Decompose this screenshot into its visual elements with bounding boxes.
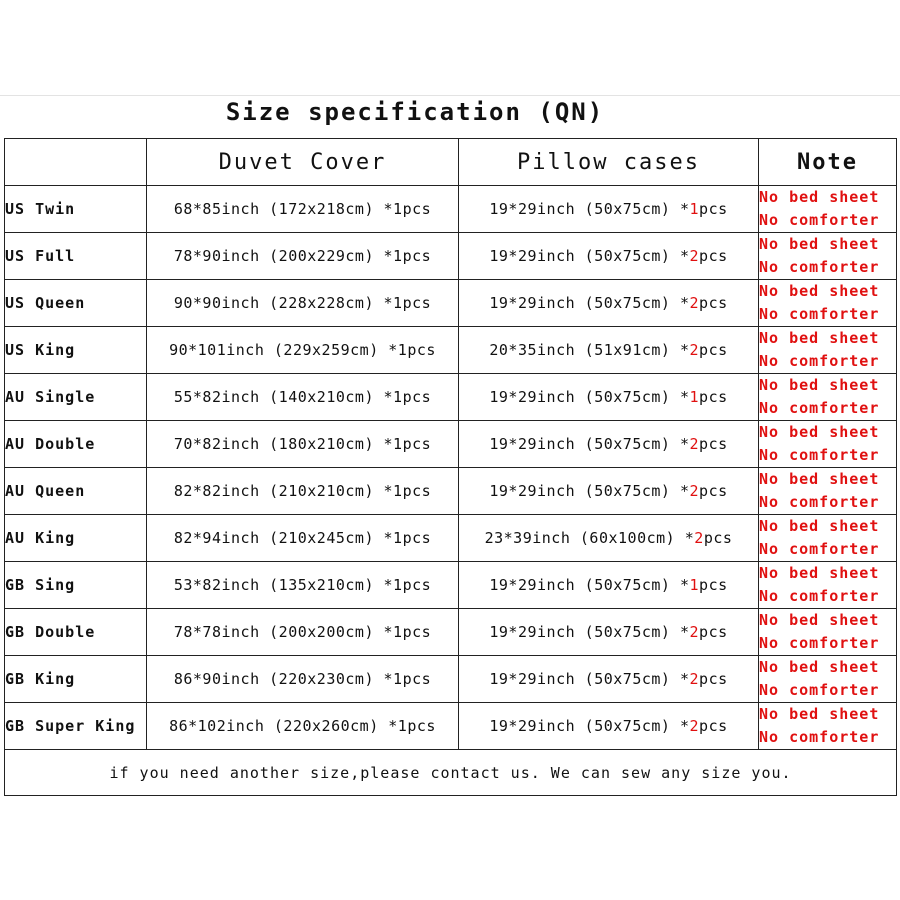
note-no-comforter: No comforter (759, 446, 880, 464)
duvet-cover-spec: 70*82inch (180x210cm) *1pcs (147, 421, 459, 468)
table-row (5, 656, 897, 703)
pillow-unit: pcs (699, 294, 728, 312)
note-cell (759, 656, 897, 703)
pillow-case-spec (459, 609, 759, 656)
size-name: AU King (5, 515, 147, 562)
note-cell (759, 515, 897, 562)
note-no-bed-sheet: No bed sheet (759, 282, 880, 300)
table-row (5, 280, 897, 327)
note-no-bed-sheet: No bed sheet (759, 423, 880, 441)
pillow-size: 23*39inch (60x100cm) * (484, 529, 695, 547)
pillow-unit: pcs (699, 670, 728, 688)
note-no-bed-sheet: No bed sheet (759, 376, 880, 394)
pillow-size: 19*29inch (50x75cm) * (489, 670, 690, 688)
pillow-unit: pcs (699, 576, 728, 594)
pillow-unit: pcs (699, 623, 728, 641)
pillow-case-spec (459, 468, 759, 515)
pillow-quantity: 2 (689, 623, 700, 641)
size-name: US King (5, 327, 147, 374)
note-no-comforter: No comforter (759, 681, 880, 699)
duvet-cover-spec: 90*101inch (229x259cm) *1pcs (147, 327, 459, 374)
duvet-cover-spec: 82*94inch (210x245cm) *1pcs (147, 515, 459, 562)
note-cell (759, 280, 897, 327)
pillow-size: 19*29inch (50x75cm) * (489, 294, 690, 312)
header-duvet-cover: Duvet Cover (147, 139, 459, 186)
note-cell (759, 468, 897, 515)
note-cell (759, 327, 897, 374)
note-no-bed-sheet: No bed sheet (759, 329, 880, 347)
page-title: Size specification (QN) (225, 98, 605, 126)
pillow-case-spec (459, 327, 759, 374)
note-no-comforter: No comforter (759, 211, 880, 229)
size-spec-table (4, 138, 897, 796)
table-row (5, 374, 897, 421)
size-name: AU Double (5, 421, 147, 468)
pillow-unit: pcs (699, 247, 728, 265)
table-row (5, 327, 897, 374)
pillow-case-spec (459, 280, 759, 327)
note-no-bed-sheet: No bed sheet (759, 188, 880, 206)
pillow-quantity: 2 (689, 341, 700, 359)
note-cell (759, 421, 897, 468)
note-no-bed-sheet: No bed sheet (759, 658, 880, 676)
size-name: US Queen (5, 280, 147, 327)
note-no-comforter: No comforter (759, 399, 880, 417)
table-row (5, 186, 897, 233)
note-no-comforter: No comforter (759, 305, 880, 323)
pillow-quantity: 2 (689, 247, 700, 265)
header-size (5, 139, 147, 186)
size-name: GB King (5, 656, 147, 703)
pillow-size: 19*29inch (50x75cm) * (489, 717, 690, 735)
duvet-cover-spec: 55*82inch (140x210cm) *1pcs (147, 374, 459, 421)
pillow-quantity: 2 (689, 435, 700, 453)
note-no-bed-sheet: No bed sheet (759, 470, 880, 488)
pillow-quantity: 2 (689, 670, 700, 688)
note-no-comforter: No comforter (759, 258, 880, 276)
note-no-bed-sheet: No bed sheet (759, 235, 880, 253)
size-name: AU Single (5, 374, 147, 421)
note-no-comforter: No comforter (759, 587, 880, 605)
pillow-size: 19*29inch (50x75cm) * (489, 200, 690, 218)
pillow-unit: pcs (699, 200, 728, 218)
pillow-size: 20*35inch (51x91cm) * (489, 341, 690, 359)
note-no-bed-sheet: No bed sheet (759, 611, 880, 629)
pillow-size: 19*29inch (50x75cm) * (489, 435, 690, 453)
pillow-unit: pcs (699, 482, 728, 500)
note-no-bed-sheet: No bed sheet (759, 517, 880, 535)
pillow-unit: pcs (699, 388, 728, 406)
pillow-quantity: 2 (689, 482, 700, 500)
pillow-case-spec (459, 703, 759, 750)
pillow-case-spec (459, 515, 759, 562)
pillow-unit: pcs (699, 341, 728, 359)
duvet-cover-spec: 68*85inch (172x218cm) *1pcs (147, 186, 459, 233)
pillow-quantity: 1 (689, 200, 700, 218)
size-name: GB Double (5, 609, 147, 656)
pillow-case-spec (459, 374, 759, 421)
table-row (5, 233, 897, 280)
size-name: US Twin (5, 186, 147, 233)
note-no-comforter: No comforter (759, 493, 880, 511)
footer-row (5, 750, 897, 796)
pillow-quantity: 1 (689, 388, 700, 406)
note-no-bed-sheet: No bed sheet (759, 705, 880, 723)
pillow-unit: pcs (703, 529, 733, 547)
note-no-comforter: No comforter (759, 634, 880, 652)
header-row (5, 139, 897, 186)
pillow-unit: pcs (699, 435, 728, 453)
header-pillow-cases: Pillow cases (459, 139, 759, 186)
size-name: AU Queen (5, 468, 147, 515)
size-name: GB Sing (5, 562, 147, 609)
duvet-cover-spec: 86*90inch (220x230cm) *1pcs (147, 656, 459, 703)
note-cell (759, 186, 897, 233)
table-row (5, 515, 897, 562)
table-row (5, 468, 897, 515)
pillow-unit: pcs (699, 717, 728, 735)
duvet-cover-spec: 86*102inch (220x260cm) *1pcs (147, 703, 459, 750)
pillow-quantity: 1 (689, 576, 700, 594)
note-cell (759, 374, 897, 421)
top-divider (0, 95, 900, 96)
note-cell (759, 562, 897, 609)
size-name: GB Super King (5, 703, 147, 750)
pillow-case-spec (459, 562, 759, 609)
pillow-case-spec (459, 186, 759, 233)
note-cell (759, 703, 897, 750)
pillow-case-spec (459, 421, 759, 468)
table-row (5, 421, 897, 468)
pillow-quantity: 2 (689, 717, 700, 735)
table-row (5, 609, 897, 656)
size-name: US Full (5, 233, 147, 280)
duvet-cover-spec: 53*82inch (135x210cm) *1pcs (147, 562, 459, 609)
pillow-size: 19*29inch (50x75cm) * (489, 576, 690, 594)
note-cell (759, 233, 897, 280)
pillow-size: 19*29inch (50x75cm) * (489, 482, 690, 500)
pillow-size: 19*29inch (50x75cm) * (489, 388, 690, 406)
pillow-quantity: 2 (694, 529, 704, 547)
table-row (5, 562, 897, 609)
pillow-case-spec (459, 233, 759, 280)
pillow-quantity: 2 (689, 294, 700, 312)
duvet-cover-spec: 78*78inch (200x200cm) *1pcs (147, 609, 459, 656)
table-row (5, 703, 897, 750)
pillow-case-spec (459, 656, 759, 703)
note-no-comforter: No comforter (759, 728, 880, 746)
pillow-size: 19*29inch (50x75cm) * (489, 247, 690, 265)
note-cell (759, 609, 897, 656)
footer-note: if you need another size,please contact us. We can sew any size you. (5, 750, 897, 796)
note-no-bed-sheet: No bed sheet (759, 564, 880, 582)
pillow-size: 19*29inch (50x75cm) * (489, 623, 690, 641)
note-no-comforter: No comforter (759, 352, 880, 370)
note-no-comforter: No comforter (759, 540, 880, 558)
duvet-cover-spec: 82*82inch (210x210cm) *1pcs (147, 468, 459, 515)
header-note: Note (759, 139, 897, 186)
duvet-cover-spec: 78*90inch (200x229cm) *1pcs (147, 233, 459, 280)
duvet-cover-spec: 90*90inch (228x228cm) *1pcs (147, 280, 459, 327)
